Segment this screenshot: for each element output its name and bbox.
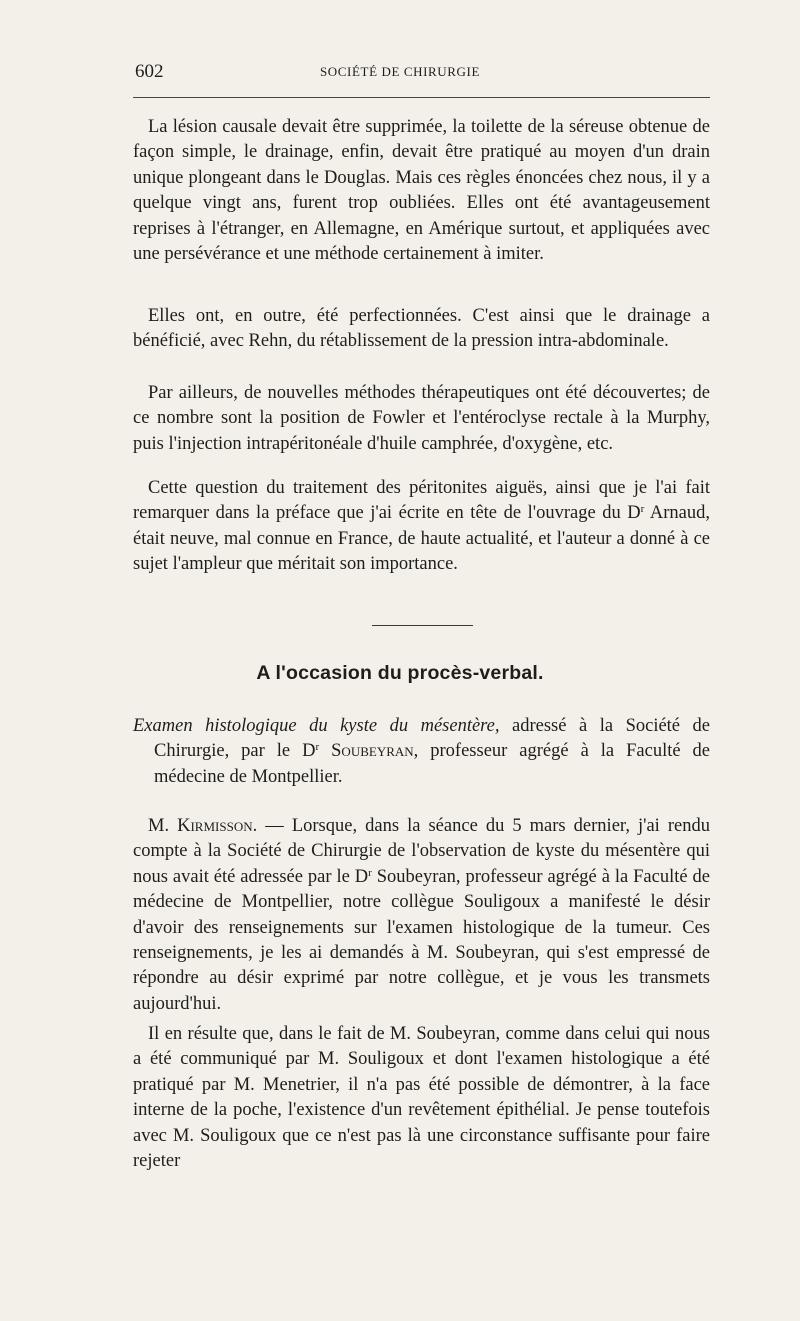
subject-line (133, 714, 710, 790)
paragraph-4-part-b: Arnaud, était neuve, mal connue en France, de haute actualité, et l'auteur a donné à ce sujet l'ampleur que méritait son importance. (133, 503, 710, 575)
page-number: 602 (135, 61, 164, 82)
paragraph-4 (133, 476, 710, 578)
subject-author-name: Soubeyran (319, 741, 414, 762)
running-title: SOCIÉTÉ DE CHIRURGIE (319, 64, 481, 79)
paragraph-4-text (133, 476, 710, 578)
paragraph-3 (133, 381, 710, 457)
paragraph-5-part-b: Soubeyran, professeur agrégé à la Faculté de médecine de Montpellier, notre collègue Souligoux a manifesté le désir d'avoir des renseignements sur l'examen histologique de la tumeur. Ces renseignements, je les ai demandés à M. Soubeyran, qui s'est empressé de répondre au désir exprimé par notre collègue, et je vous les transmets aujourd'hui. (133, 866, 711, 1014)
paragraph-5-sup: r (368, 866, 372, 879)
subject-sup: r (315, 741, 320, 754)
section-separator (372, 625, 473, 626)
paragraph-2-text: Elles ont, en outre, été perfectionnées. C'est ainsi que le drainage a bénéficié, avec Rehn, du rétablissement de la pression intra-abdominale. (133, 306, 710, 352)
doctor-abbrev-sup: r (640, 503, 645, 516)
subject-text-a: adressé à la Société de Chirurgie, par le D (154, 716, 710, 762)
paragraph-3-text: Par ailleurs, de nouvelles méthodes thérapeutiques ont été découvertes; de ce nombre sont la position de Fowler et l'entéroclyse rectale à la Murphy, puis l'injection intrapéritonéale d'huile camphrée, d'oxygène, etc. (133, 383, 710, 454)
paragraph-5-part-a: — Lorsque, dans la séance du 5 mars dernier, j'ai rendu compte à la Société de Chirurgie de l'observation de kyste du mésentère qui nous avait été adressée par le D (133, 816, 710, 887)
paragraph-2 (133, 304, 710, 355)
paragraph-5 (133, 814, 710, 1017)
paragraph-6-text: Il en résulte que, dans le fait de M. Soubeyran, comme dans celui qui nous a été communiqué par M. Souligoux et dont l'examen histologique a été pratiqué par M. Menetrier, il n'a pas été possible de démontrer, à la face interne de la poche, l'existence d'un revêtement épithélial. Je pense toutefois avec M. Souligoux que ce n'est pas là une circonstance suffisante pour faire rejeter (133, 1024, 710, 1172)
paragraph-1 (133, 115, 710, 267)
speaker-name: M. Kirmisson. (148, 816, 258, 836)
paragraph-6 (133, 1022, 710, 1174)
section-title: A l'occasion du procès-verbal. (256, 662, 544, 684)
header-rule (133, 97, 710, 98)
paragraph-4-part-a: Cette question du traitement des péritonites aiguës, ainsi que je l'ai fait remarquer dans la préface que j'ai écrite en tête de l'ouvrage du D (133, 478, 710, 524)
subject-italic: Examen histologique du kyste du mésentère, (133, 716, 500, 736)
subject-text-b: , professeur agrégé à la Faculté de médecine de Montpellier. (154, 741, 711, 787)
paragraph-5-text (133, 814, 710, 1017)
paragraph-1-text: La lésion causale devait être supprimée, la toilette de la séreuse obtenue de façon simple, le drainage, enfin, devait être pratiqué au moyen d'un drain unique plongeant dans le Douglas. Mais ces règles énoncées chez nous, il y a quelque vingt ans, furent trop oubliées. Elles ont été avantageusement reprises à l'étranger, en Allemagne, en Amérique surtout, et appliquées avec une persévérance et une méthode certainement à imiter. (133, 117, 710, 265)
